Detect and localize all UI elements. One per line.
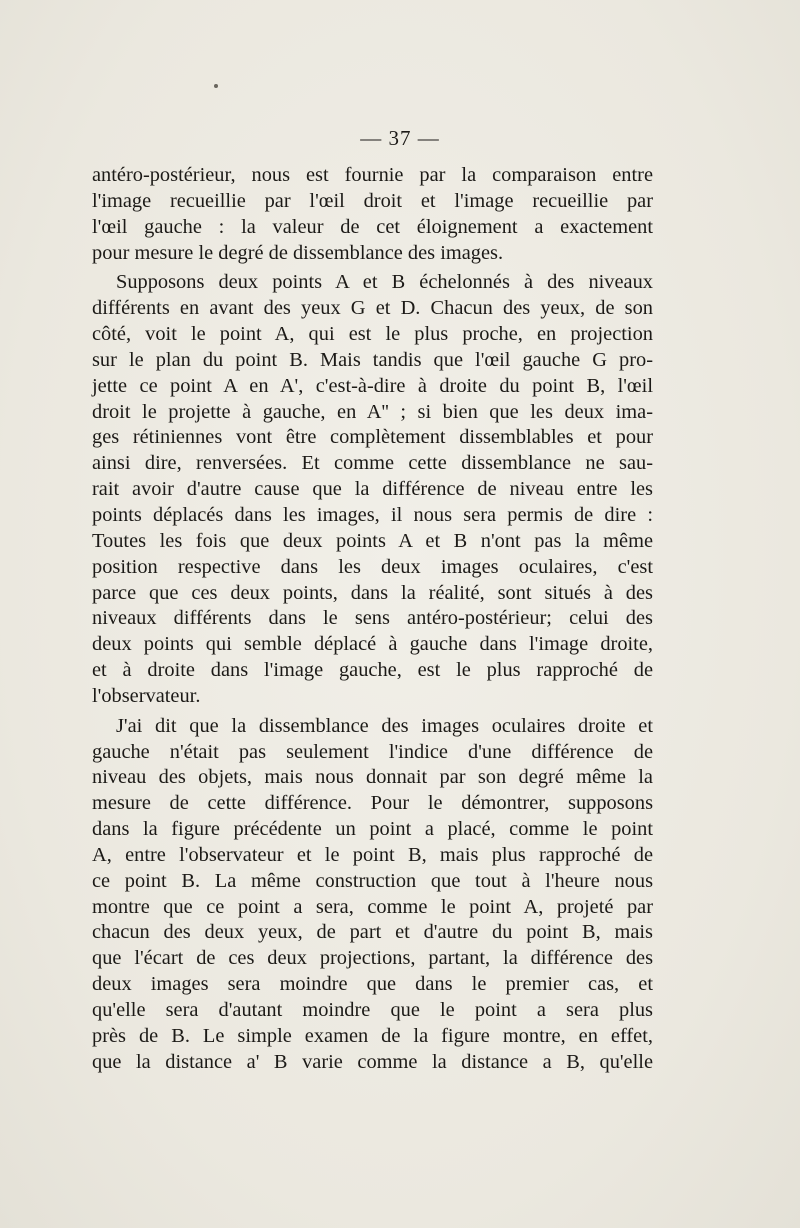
text-line: sur le plan du point B. Mais tandis que l'œil gauche G pro- xyxy=(92,348,653,371)
text-line: droit le projette à gauche, en A'' ; si bien que les deux ima- xyxy=(92,400,653,423)
text-line: gauche n'était pas seulement l'indice d'une différence de xyxy=(92,740,653,763)
text-line: près de B. Le simple examen de la figure montre, en effet, xyxy=(92,1024,653,1047)
text-line: que l'écart de ces deux projections, partant, la différence des xyxy=(92,947,653,970)
text-line: jette ce point A en A', c'est-à-dire à droite du point B, l'œil xyxy=(92,374,653,397)
text-line: l'image recueillie par l'œil droit et l'image recueillie par xyxy=(92,189,653,212)
text-line: ainsi dire, renversées. Et comme cette dissemblance ne sau- xyxy=(92,452,653,475)
text-line: l'observateur. xyxy=(92,684,201,707)
text-line: ges rétiniennes vont être complètement dissemblables et pour xyxy=(92,426,653,449)
paragraph xyxy=(92,714,653,1076)
body-text xyxy=(92,163,653,1076)
page-number: — 37 — xyxy=(360,126,440,150)
text-line: deux images sera moindre que dans le premier cas, et xyxy=(92,973,653,996)
text-line: et à droite dans l'image gauche, est le plus rapproché de xyxy=(92,659,653,682)
text-line: qu'elle sera d'autant moindre que le point a sera plus xyxy=(92,999,653,1021)
text-line: que la distance a' B varie comme la distance a B, qu'elle xyxy=(92,1050,653,1073)
text-line: pour mesure le degré de dissemblance des images. xyxy=(92,241,504,264)
text-line: chacun des deux yeux, de part et d'autre du point B, mais xyxy=(92,921,653,944)
paragraph xyxy=(92,163,653,266)
text-line: antéro-postérieur, nous est fournie par la comparaison entre xyxy=(92,164,653,186)
text-line: niveau des objets, mais nous donnait par son degré même la xyxy=(92,766,653,789)
text-line: Toutes les fois que deux points A et B n'ont pas la même xyxy=(92,529,653,552)
text-line: ce point B. La même construction que tout à l'heure nous xyxy=(92,869,653,892)
text-line: rait avoir d'autre cause que la différence de niveau entre les xyxy=(92,478,653,501)
text-line: différents en avant des yeux G et D. Chacun des yeux, de son xyxy=(92,297,653,320)
text-line: J'ai dit que la dissemblance des images oculaires droite et xyxy=(116,714,653,737)
text-line: A, entre l'observateur et le point B, mais plus rapproché de xyxy=(92,843,653,866)
text-line: côté, voit le point A, qui est le plus proche, en projection xyxy=(92,323,653,346)
text-line: position respective dans les deux images oculaires, c'est xyxy=(92,555,653,578)
paragraph xyxy=(92,270,653,709)
text-line: points déplacés dans les images, il nous sera permis de dire : xyxy=(92,503,653,526)
text-line: niveaux différents dans le sens antéro-postérieur; celui des xyxy=(92,607,653,630)
ink-speck xyxy=(214,84,218,88)
text-line: deux points qui semble déplacé à gauche dans l'image droite, xyxy=(92,633,653,656)
text-line: mesure de cette différence. Pour le démontrer, supposons xyxy=(92,792,653,815)
text-line: Supposons deux points A et B échelonnés à des niveaux xyxy=(116,271,653,294)
text-line: montre que ce point a sera, comme le point A, projeté par xyxy=(92,895,653,918)
text-line: dans la figure précédente un point a placé, comme le point xyxy=(92,818,653,841)
text-line: parce que ces deux points, dans la réalité, sont situés à des xyxy=(92,581,653,604)
text-line: l'œil gauche : la valeur de cet éloignement a exactement xyxy=(92,215,653,238)
